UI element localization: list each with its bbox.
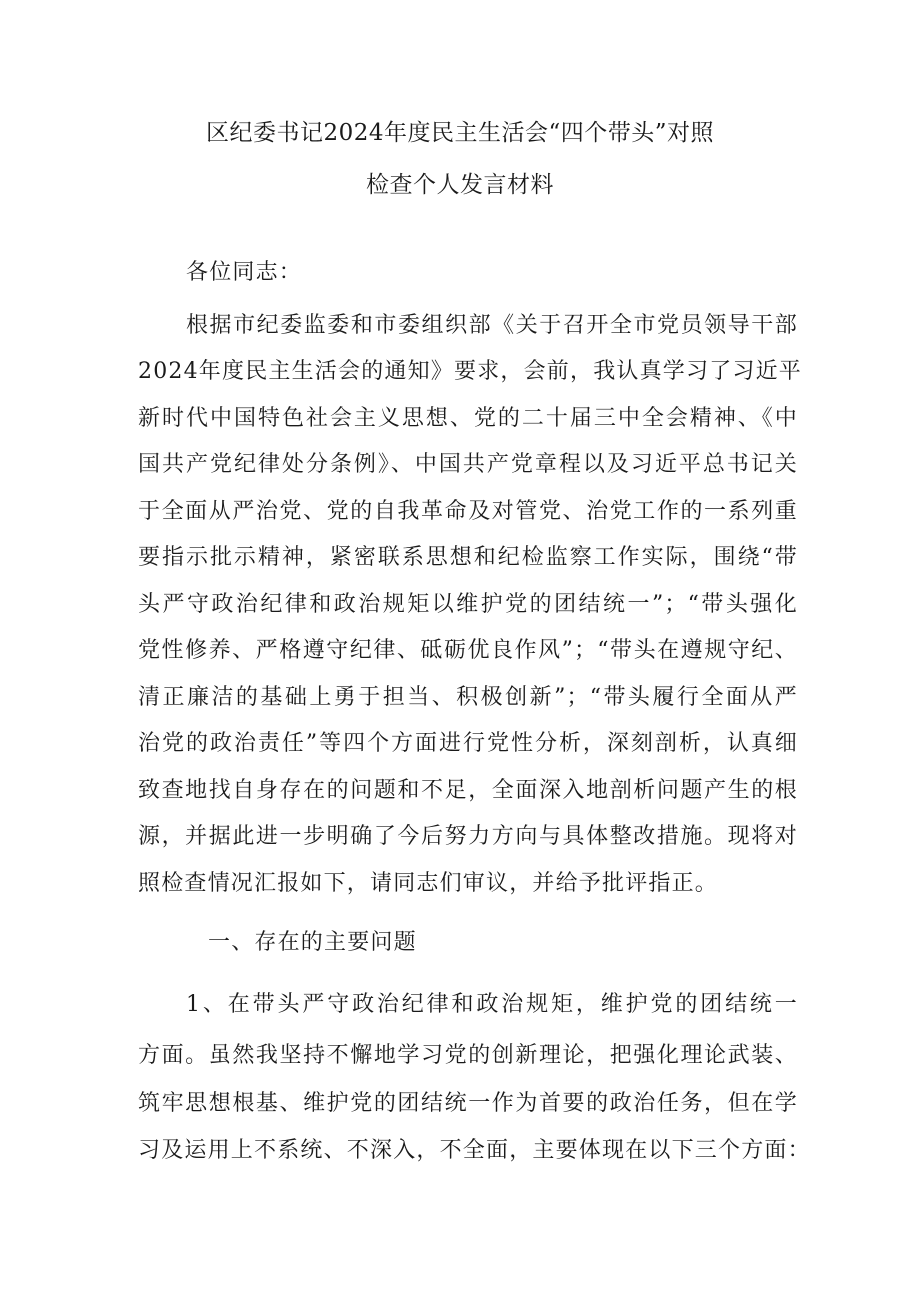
paragraph-line: 头严守政治纪律和政治规矩以维护党的团结统一”；“带头强化: [138, 592, 798, 617]
document-title-line-1: 区纪委书记2024年度民主生活会“四个带头”对照: [205, 120, 715, 146]
paragraph-line: 1、在带头严守政治纪律和政治规矩，维护党的团结统一: [186, 992, 798, 1017]
paragraph-line: 治党的政治责任”等四个方面进行党性分析，深刻剖析，认真细: [138, 731, 798, 756]
paragraph-line: 根据市纪委监委和市委组织部《关于召开全市党员领导干部: [186, 313, 798, 338]
paragraph-line: 新时代中国特色社会主义思想、党的二十届三中全会精神、《中: [138, 406, 798, 431]
paragraph-line: 党性修养、严格遵守纪律、砥砺优良作风”；“带头在遵规守纪、: [138, 638, 798, 663]
paragraph-line: 源，并据此进一步明确了今后努力方向与具体整改措施。现将对: [138, 824, 798, 849]
paragraph-line: 习及运用上不系统、不深入，不全面，主要体现在以下三个方面：: [138, 1138, 811, 1163]
paragraph-line: 国共产党纪律处分条例》、中国共产党章程以及习近平总书记关: [138, 452, 798, 477]
paragraph-line: 筑牢思想根基、维护党的团结统一作为首要的政治任务，但在学: [138, 1091, 798, 1116]
paragraph-line: 2024年度民主生活会的通知》要求，会前，我认真学习了习近平: [138, 359, 802, 384]
paragraph-line: 方面。虽然我坚持不懈地学习党的创新理论，把强化理论武装、: [138, 1043, 798, 1068]
paragraph-line: 要指示批示精神，紧密联系思想和纪检监察工作实际，围绕“带: [138, 545, 798, 570]
paragraph-line: 清正廉洁的基础上勇于担当、积极创新”；“带头履行全面从严: [138, 685, 798, 710]
paragraph-line: 照检查情况汇报如下，请同志们审议，并给予批评指正。: [138, 871, 719, 896]
section-heading: 一、存在的主要问题: [208, 930, 417, 955]
paragraph-line: 致查地找自身存在的问题和不足，全面深入地剖析问题产生的根: [138, 778, 798, 803]
paragraph-line: 于全面从严治党、党的自我革命及对管党、治党工作的一系列重: [138, 499, 798, 524]
document-title-line-2: 检查个人发言材料: [366, 172, 554, 198]
salutation: 各位同志：: [186, 260, 303, 285]
